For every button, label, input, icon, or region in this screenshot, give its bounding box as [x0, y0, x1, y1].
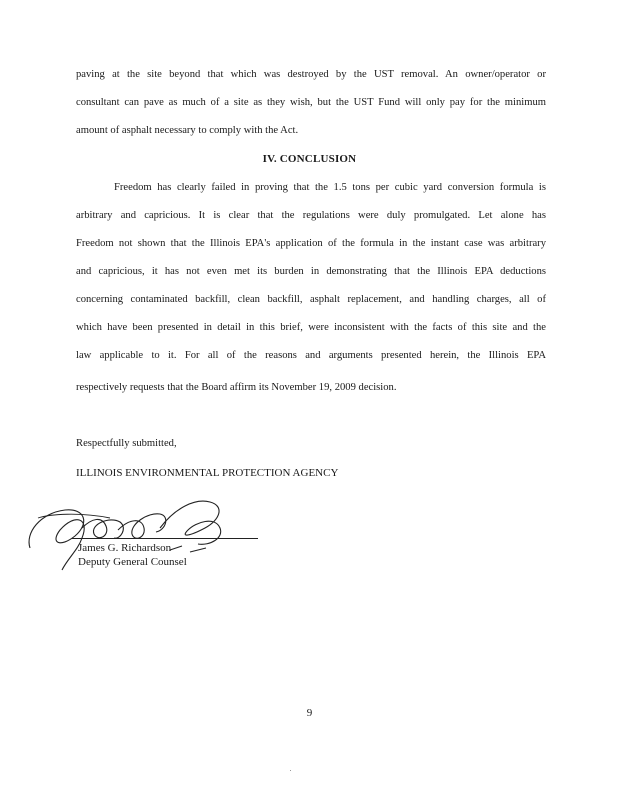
- body-line: Freedom not shown that the Illinois EPA's application of the formula in the instant case was arbitrary: [76, 238, 546, 249]
- body-line: consultant can pave as much of a site as they wish, but the UST Fund will only pay for the minimum: [76, 97, 546, 108]
- signature-line: [72, 538, 258, 539]
- body-line: respectively requests that the Board affirm its November 19, 2009 decision.: [76, 382, 397, 393]
- section-heading: IV. CONCLUSION: [262, 153, 357, 165]
- body-line: which have been presented in detail in this brief, were inconsistent with the facts of this site and the: [76, 322, 546, 333]
- scan-speck: [290, 770, 291, 771]
- body-line: law applicable to it. For all of the reasons and arguments presented herein, the Illinois EPA: [76, 350, 546, 361]
- body-line: and capricious, it has not even met its burden in demonstrating that the Illinois EPA deductions: [76, 266, 546, 277]
- body-line: Freedom has clearly failed in proving that the 1.5 tons per cubic yard conversion formula is: [114, 182, 546, 193]
- body-line: paving at the site beyond that which was destroyed by the UST removal. An owner/operator or: [76, 69, 546, 80]
- body-line: concerning contaminated backfill, clean backfill, asphalt replacement, and handling charges, all of: [76, 294, 546, 305]
- page-number: 9: [306, 707, 313, 719]
- agency-name: ILLINOIS ENVIRONMENTAL PROTECTION AGENCY: [76, 467, 339, 479]
- body-line: arbitrary and capricious. It is clear that the regulations were duly promulgated. Let alone has: [76, 210, 546, 221]
- body-line: amount of asphalt necessary to comply with the Act.: [76, 125, 299, 136]
- signer-name: James G. Richardson: [78, 542, 172, 554]
- closing-salutation: Respectfully submitted,: [76, 438, 177, 449]
- signer-title: Deputy General Counsel: [78, 556, 187, 568]
